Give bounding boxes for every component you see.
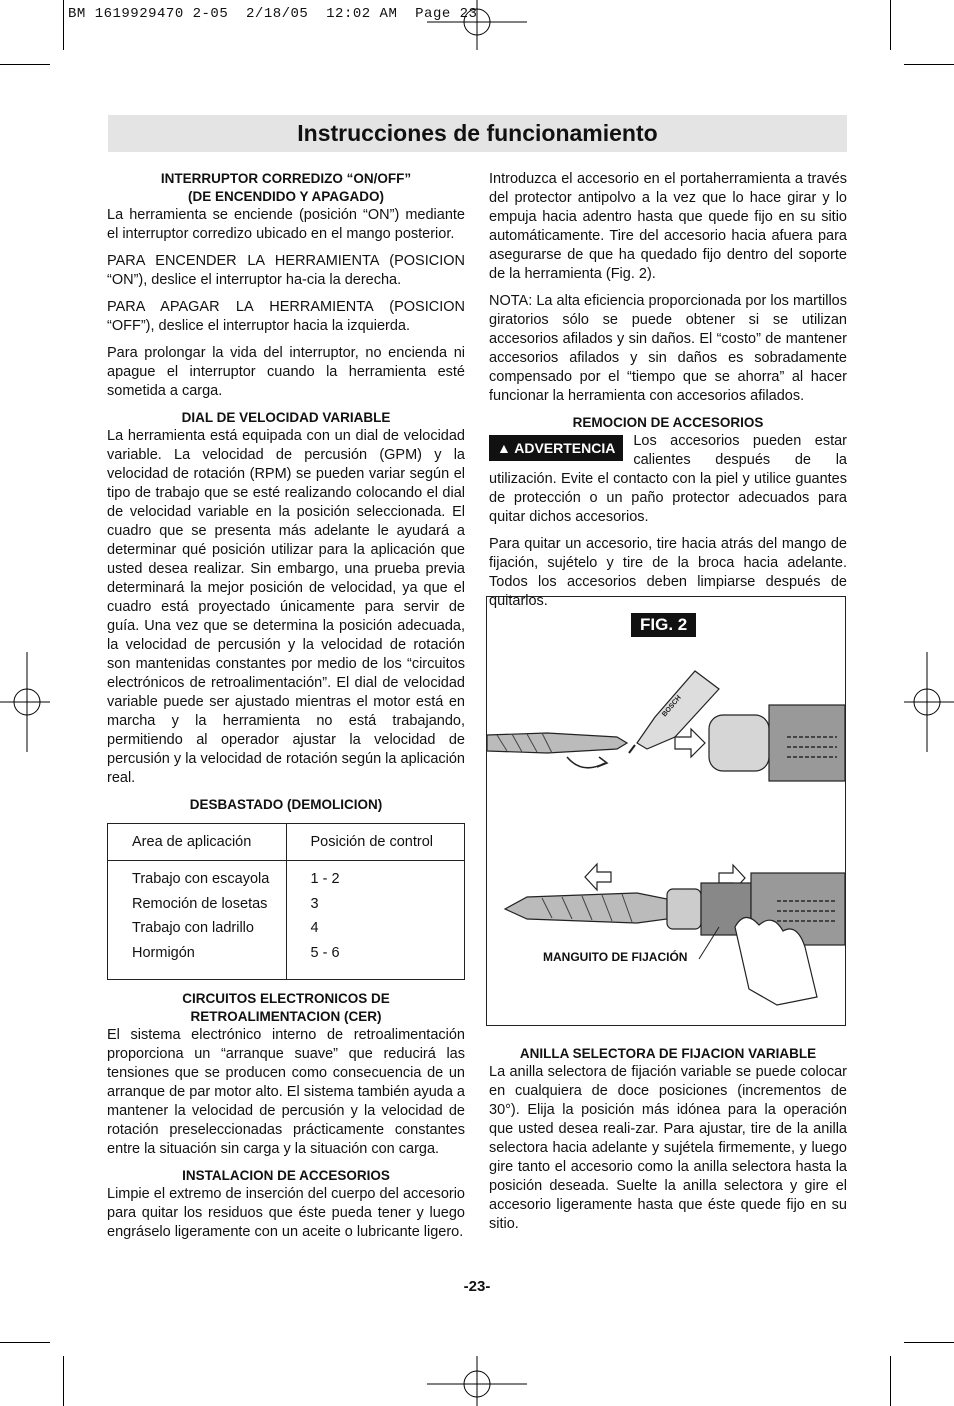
- table-cell: 5 - 6: [310, 944, 340, 961]
- bottom-illustration: [505, 864, 845, 1005]
- paragraph: NOTA: La alta eficiencia proporcionada por los martillos giratorios sólo se puede obtener si se utilizan accesorios afilados y sin daños. El “costo” de mantener accesorios afilados y sin daños es sobradamente compensado por el “tiempo que se ahorra” al hacer funcionar la herramienta con accesorios afilados.: [489, 293, 847, 404]
- table-cell: Trabajo con escayola: [132, 871, 270, 887]
- control-position-table: [107, 823, 465, 980]
- grease-tube-icon: [629, 671, 719, 753]
- table-column-position: [287, 861, 465, 979]
- paragraph: Para quitar un accesorio, tire hacia atrás del mango de fijación, sujételo y tire de la broca hacia adelante. Todos los accesorios deben limpiarse después de quitarlos.: [489, 536, 847, 609]
- section-heading: (DE ENCENDIDO Y APAGADO): [187, 189, 385, 204]
- paragraph: Limpie el extremo de inserción del cuerpo del accesorio para quitar los residuos que éste pueda tener y luego engráselo ligeramente con un aceite o lubricante ligero.: [107, 1186, 465, 1240]
- section-heading: DIAL DE VELOCIDAD VARIABLE: [181, 410, 391, 425]
- title-band: [108, 115, 847, 152]
- table-cell: 3: [310, 895, 319, 912]
- crop-mark: [63, 0, 64, 50]
- warning-label: ADVERTENCIA: [514, 440, 616, 456]
- figure-label: FIG. 2: [631, 613, 696, 637]
- left-column: [107, 170, 465, 1250]
- section-heading: INTERRUPTOR CORREDIZO “ON/OFF”: [160, 171, 412, 186]
- section-heading: RETROALIMENTACION (CER): [190, 1009, 382, 1024]
- section-heading: CIRCUITOS ELECTRONICOS DE: [182, 991, 390, 1006]
- table-cell: 4: [310, 920, 319, 936]
- table-header: [108, 824, 464, 861]
- table-body: [108, 861, 464, 979]
- paragraph: Para prolongar la vida del interruptor, no encienda ni apague el interruptor cuando la herramienta esté sometida a carga.: [107, 345, 465, 399]
- warning-text: Los accesorios pueden estar calientes después de la utilización. Evite el contacto con la piel y utilice guantes de protección o un paño protector adecuados para quitar dichos accesorios.: [489, 433, 847, 525]
- crop-mark: [904, 1342, 954, 1343]
- page-number: -23-: [463, 1278, 491, 1295]
- top-illustration: [487, 671, 845, 781]
- print-slug: BM 1619929470 2-05 2/18/05 12:02 AM Page 23: [68, 6, 478, 22]
- table-cell: Hormigón: [132, 944, 195, 961]
- registration-mark-top: [427, 0, 527, 50]
- table-cell: 1 - 2: [310, 871, 340, 887]
- table-header-cell: Posición de control: [310, 833, 434, 850]
- paragraph: PARA APAGAR LA HERRAMIENTA (POSICION “OFF”), deslice el interruptor hacia la izquierda.: [107, 299, 465, 334]
- paragraph: La herramienta se enciende (posición “ON”) mediante el interruptor corredizo ubicado en el mango posterior.: [107, 207, 465, 242]
- section-heading: INSTALACION DE ACCESORIOS: [182, 1168, 390, 1183]
- section-heading: REMOCION DE ACCESORIOS: [572, 415, 764, 430]
- registration-mark-left: [0, 652, 50, 752]
- warning-triangle-icon: ▲: [497, 440, 511, 456]
- right-column-lower: [489, 1045, 847, 1242]
- table-cell: Remoción de losetas: [132, 895, 268, 912]
- paragraph: El sistema electrónico interno de retroalimentación proporciona un “arranque suave” que reducirá las tensiones que se producen como consecuencia de un arranque de par motor alto. El sistema también ayuda a mantener la velocidad de percusión y la velocidad de rotación preseleccionadas prácticamente constantes entre la situación sin carga y la situación con carga.: [107, 1027, 465, 1157]
- crop-mark: [63, 1356, 64, 1406]
- crop-mark: [0, 1342, 50, 1343]
- table-cell: Trabajo con ladrillo: [132, 920, 254, 936]
- figure-2: [486, 596, 846, 1026]
- section-heading: DESBASTADO (DEMOLICION): [189, 797, 383, 812]
- crop-mark: [0, 64, 50, 65]
- paragraph: La anilla selectora de fijación variable se puede colocar en cualquiera de doce posiciones (incrementos de 30°). Elija la posición más idónea para la operación que usted desea reali-zar. Para ajustar, tire de la anilla selectora hacia adelante y sujétela firmemente, y luego gire tanto el accesorio como la anilla selectora hasta la posición deseada. Suelte la anilla selectora y gire el accesorio ligeramente hasta que éste quede fijo en su sitio.: [489, 1064, 847, 1232]
- paragraph: PARA ENCENDER LA HERRAMIENTA (POSICION “ON”), deslice el interruptor ha-cia la derecha.: [107, 253, 465, 288]
- paragraph: Introduzca el accesorio en el portaherramienta a través del protector antipolvo a la vez que lo hace girar y lo empuja hacia adentro hasta que quede fijo en su sitio automáticamente. Tire del accesorio hacia afuera para asegurarse de que ha quedado fijo dentro del soporte de la herramienta (Fig. 2).: [489, 171, 847, 282]
- table-header-cell: Area de aplicación: [108, 824, 287, 860]
- page-title: Instrucciones de funcionamiento: [297, 120, 658, 146]
- crop-mark: [890, 0, 891, 50]
- registration-mark-bottom: [427, 1356, 527, 1406]
- crop-mark: [890, 1356, 891, 1406]
- figure-caption: MANGUITO DE FIJACIÓN: [543, 950, 688, 964]
- right-column: [489, 170, 847, 619]
- grease-brand-text: BOSCH: [661, 694, 683, 719]
- table-column-area: [108, 861, 287, 979]
- paragraph: La herramienta está equipada con un dial de velocidad variable. La velocidad de percusión (GPM) y la velocidad de rotación (RPM) se pueden variar según el tipo de trabajo que se esté realizando colocando el dial de velocidad variable en la posición seleccionada. El cuadro que se presenta más adelante le ayudará a determinar qué posición utilizar para la aplicación que usted desea realizar. Sin embargo, una prueba previa determinará la mejor posición de velocidad, ya que el cuadro está proyectado únicamente para servir de guía. Una vez que se determina la posición adecuada, la velocidad de percusión y la velocidad de rotación son mantenidas constantes por medio de los “circuitos electrónicos de retroalimentación”. El dial de velocidad variable puede ser ajustado mientras el motor está en marcha y la herramienta no está trabajando, permitiendo al operador ajustar la velocidad de percusión y la velocidad de rotación según la aplicación real.: [107, 428, 465, 786]
- warning-badge: [489, 435, 623, 461]
- crop-mark: [904, 64, 954, 65]
- registration-mark-right: [904, 652, 954, 752]
- warning-block: [489, 432, 847, 535]
- section-heading: ANILLA SELECTORA DE FIJACION VARIABLE: [519, 1046, 817, 1061]
